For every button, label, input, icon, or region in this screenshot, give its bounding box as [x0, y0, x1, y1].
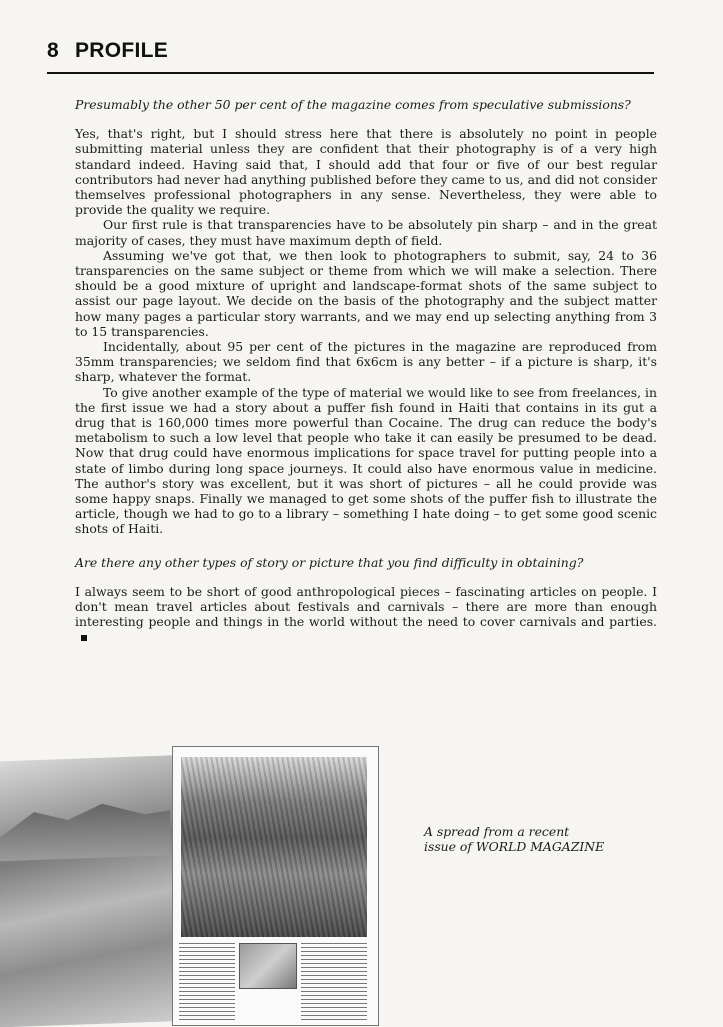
answer-paragraph: Our first rule is that transparencies have to be absolutely pin sharp – and in the great majority of cases, they must have maximum depth of field.: [75, 217, 657, 248]
spread-right-page: [172, 746, 379, 1026]
answer-paragraph: Assuming we've got that, we then look to photographers to submit, say, 24 to 36 transparencies on the same subject or theme from which we will make a selection. There should be a good mixture of upright and landscape-format shots of the same subject to assist our page layout. We decide on the basis of the photography and the subject matter how many pages a particular story warrants, and we may end up selecting anything from 3 to 15 transparencies.: [75, 247, 657, 339]
end-of-article-mark: [81, 635, 87, 641]
interview-question-1: Presumably the other 50 per cent of the magazine comes from speculative submissions?: [75, 97, 631, 112]
page-header: [47, 38, 654, 74]
canyon-photo: [181, 757, 367, 937]
caption-line: issue of WORLD MAGAZINE: [424, 839, 605, 854]
magazine-spread-photo: [0, 740, 390, 1024]
photo-caption: [424, 824, 624, 854]
article-body: [75, 97, 657, 645]
small-inset-photo: [239, 943, 297, 989]
answer-paragraph: To give another example of the type of material we would like to see from freelances, in the first issue we had a story about a puffer fish found in Haiti that contains in its gut a drug that is 160,000 times more powerful than Cocaine. The drug can reduce the body's metabolism to such a low level that people who take it can easily be presumed to be dead. Now that drug could have enormous implications for space travel for putting people into a state of limbo during long space journeys. It could also have enormous value in medicine. The author's story was excellent, but it was short of pictures – all he could provide was some happy snaps. Finally we managed to get some shots of the puffer fish to illustrate the article, though we had to go to a library – something I hate doing – to get some good scenic shots of Haiti.: [75, 384, 657, 537]
section-title: PROFILE: [75, 39, 169, 62]
interview-answer-2: [75, 584, 657, 645]
spread-left-page: [0, 755, 192, 1027]
interview-question-2: Are there any other types of story or picture that you find difficulty in obtaining?: [75, 554, 584, 570]
caption-line: A spread from a recent: [424, 824, 570, 839]
interview-answer-1: [75, 126, 657, 536]
answer-paragraph: Yes, that's right, but I should stress here that there is absolutely no point in people submitting material unless they are confident that their photography is of a very high standard indeed. Having said that, I should add that four or five of our best regular contributors had never had anything published before they came to us, and did not consider themselves professional photographers in any sense. Nevertheless, they were able to provide the quality we require.: [75, 126, 657, 218]
landscape-ridge: [0, 795, 170, 861]
answer-paragraph: I always seem to be short of good anthropological pieces – fascinating articles on people. I don't mean travel articles about festivals and carnivals – there are more than enough interesting people and things in the world without the need to cover carnivals and parties.: [75, 583, 657, 630]
text-column: [301, 943, 367, 1021]
answer-paragraph: Incidentally, about 95 per cent of the pictures in the magazine are reproduced from 35mm transparencies; we seldom find that 6x6cm is any better – if a picture is sharp, it's sharp, whatever the format.: [75, 339, 657, 385]
page-number: 8: [47, 39, 59, 62]
text-column: [179, 943, 235, 1021]
